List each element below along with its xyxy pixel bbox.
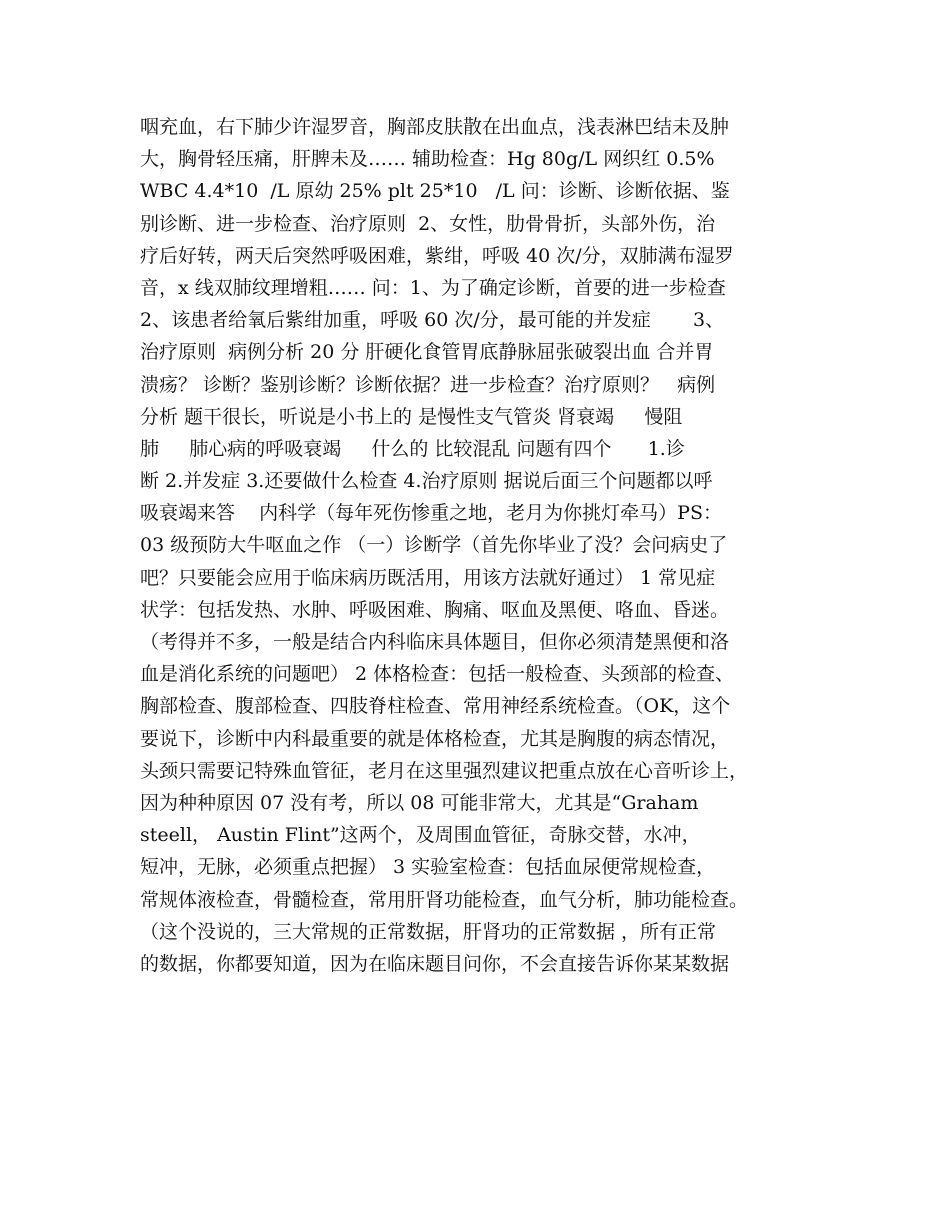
body-text <box>140 111 820 980</box>
text-line: 疗后好转，两天后突然呼吸困难，紫绀，呼吸 40 次/分，双肺满布湿罗 <box>140 244 734 267</box>
text-line: （这个没说的，三大常规的正常数据，肝肾功的正常数据 ，所有正常 <box>140 920 717 943</box>
text-line: 常规体液检查，骨髓检查，常用肝肾功能检查，血气分析，肺功能检查。 <box>140 888 749 911</box>
text-line: 音，x 线双肺纹理增粗…… 问：1、为了确定诊断，首要的进一步检查 <box>140 276 726 299</box>
text-line: 胸部检查、腹部检查、四肢脊柱检查、常用神经系统检查。（OK，这个 <box>140 695 731 718</box>
text-line: 大，胸骨轻压痛，肝脾未及…… 辅助检查：Hg 80g/L 网织红 0.5% <box>140 148 715 171</box>
text-line: 因为种种原因 07 没有考，所以 08 可能非常大，尤其是“Graham <box>140 791 699 814</box>
text-line: 短冲，无脉，必须重点把握） 3 实验室检查：包括血尿便常规检查， <box>140 856 716 879</box>
text-line: 治疗原则 病例分析 20 分 肝硬化食管胃底静脉屈张破裂出血 合并胃 <box>140 341 714 364</box>
text-line: 血是消化系统的问题吧） 2 体格检查：包括一般检查、头颈部的检查、 <box>140 663 735 686</box>
text-line: 肺 肺心病的呼吸衰竭 什么的 比较混乱 问题有四个 1.诊 <box>140 437 685 460</box>
text-line: 吧？只要能会应用于临床病历既活用，用该方法就好通过） 1 常见症 <box>140 566 716 589</box>
text-line: 分析 题干很长，听说是小书上的 是慢性支气管炎 肾衰竭 慢阻 <box>140 405 683 428</box>
text-line: 断 2.并发症 3.还要做什么检查 4.治疗原则 据说后面三个问题都以呼 <box>140 470 713 493</box>
text-line: 吸衰竭来答 内科学（每年死伤惨重之地，老月为你挑灯牵马）PS： <box>140 502 722 525</box>
text-line: 别诊断、进一步检查、治疗原则 2、女性，肋骨骨折，头部外伤，治 <box>140 212 716 235</box>
text-line: 头颈只需要记特殊血管征，老月在这里强烈建议把重点放在心音听诊上， <box>140 759 749 782</box>
text-line: steell， Austin Flint”这两个，及周围血管征，奇脉交替，水冲， <box>140 824 701 847</box>
text-line: 咽充血，右下肺少许湿罗音，胸部皮肤散在出血点，浅表淋巴结未及肿 <box>140 116 730 138</box>
text-line: 2、该患者给氧后紫绀加重，呼吸 60 次/分，最可能的并发症 3、 <box>140 309 725 332</box>
text-line: 的数据，你都要知道，因为在临床题目问你，不会直接告诉你某某数据 <box>140 952 730 975</box>
text-line: （考得并不多，一般是结合内科临床具体题目，但你必须清楚黑便和洛 <box>140 631 730 653</box>
text-line: 要说下，诊断中内科最重要的就是体格检查，尤其是胸腹的病态情况， <box>140 727 730 750</box>
text-line: 03 级预防大牛呕血之作 （一）诊断学（首先你毕业了没？会问病史了 <box>140 534 728 557</box>
text-line: WBC 4.4*10 /L 原幼 25% plt 25*10 /L 问：诊断、诊断依据、鉴 <box>140 180 730 203</box>
text-line: 溃疡？ 诊断？鉴别诊断？诊断依据？进一步检查？治疗原则？ 病例 <box>140 373 716 396</box>
text-line: 状学：包括发热、水肿、呼吸困难、胸痛、呕血及黑便、咯血、昏迷。 <box>140 598 730 621</box>
